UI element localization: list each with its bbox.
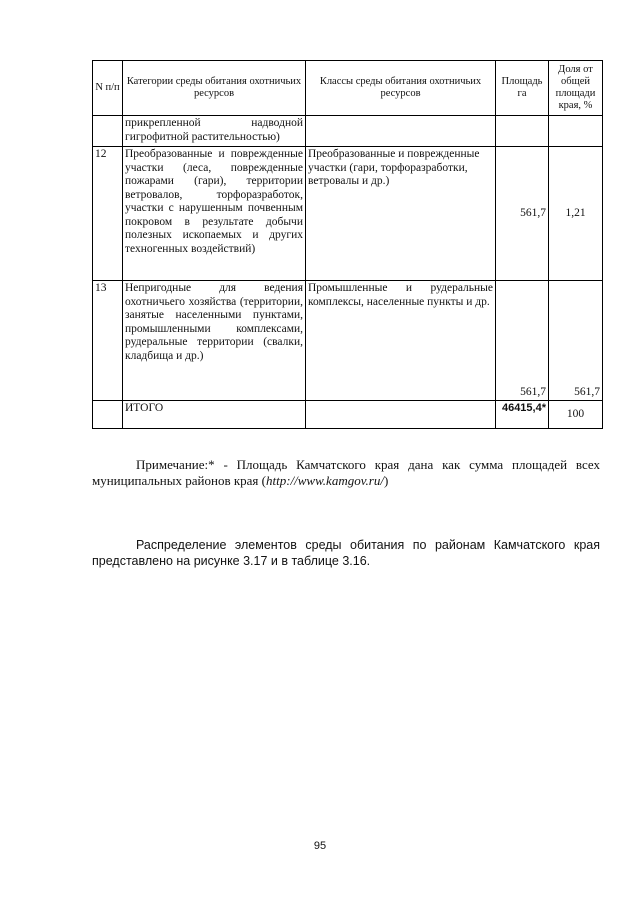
- footnote-link[interactable]: http://www.kamgov.ru/: [265, 473, 384, 488]
- header-category: Категории среды обитания охотничьих ресурсов: [123, 61, 306, 116]
- total-share: 100: [549, 401, 603, 429]
- row-category: Преобразованные и поврежденные участки (леса, поврежденные пожарами (гари), территории ветровалов, торфоразработок, участки с нарушенным почвенным покровом в результате добычи полезных ископаемых и других техногенных воздействий): [123, 147, 306, 281]
- total-area: 46415,4*: [496, 401, 549, 429]
- footnote: [92, 457, 600, 489]
- footnote-text: Примечание:* - Площадь Камчатского края дана как сумма площадей всех муниципальных районов края (: [92, 457, 600, 488]
- row-area: [496, 116, 549, 147]
- row-class: Промышленные и рудеральные комплексы, населенные пункты и др.: [306, 281, 496, 401]
- total-label: ИТОГО: [123, 401, 306, 429]
- row-category: прикрепленной надводной гигрофитной растительностью): [123, 116, 306, 147]
- table-header-row: [93, 61, 603, 116]
- total-class-cell: [306, 401, 496, 429]
- table-row: [93, 147, 603, 281]
- table-total-row: [93, 401, 603, 429]
- footnote-close: ): [383, 473, 389, 488]
- row-share: 561,7: [549, 281, 603, 401]
- row-area: 561,7: [496, 281, 549, 401]
- row-share: 1,21: [549, 147, 603, 281]
- header-area: Площадь га: [496, 61, 549, 116]
- row-num: [93, 116, 123, 147]
- header-num: N п/п: [93, 61, 123, 116]
- row-class: Преобразованные и поврежденные участки (гари, торфоразработки, ветровалы и др.): [306, 147, 496, 281]
- table-row: [93, 116, 603, 147]
- row-num: 12: [93, 147, 123, 281]
- row-category: Непригодные для ведения охотничьего хозяйства (территории, занятые населенными пунктами, промышленными комплексами, рудеральные территории (свалки, кладбища и др.): [123, 281, 306, 401]
- body-paragraph: Распределение элементов среды обитания по районам Камчатского края представлено на рисунке 3.17 и в таблице 3.16.: [92, 538, 600, 568]
- row-share: [549, 116, 603, 147]
- header-share: Доля от общей площади края, %: [549, 61, 603, 116]
- row-class: [306, 116, 496, 147]
- habitat-table: [92, 60, 603, 429]
- row-area: 561,7: [496, 147, 549, 281]
- row-num: 13: [93, 281, 123, 401]
- table-row: [93, 281, 603, 401]
- total-num-cell: [93, 401, 123, 429]
- page-number: 95: [313, 840, 327, 852]
- header-class: Классы среды обитания охотничьих ресурсов: [306, 61, 496, 116]
